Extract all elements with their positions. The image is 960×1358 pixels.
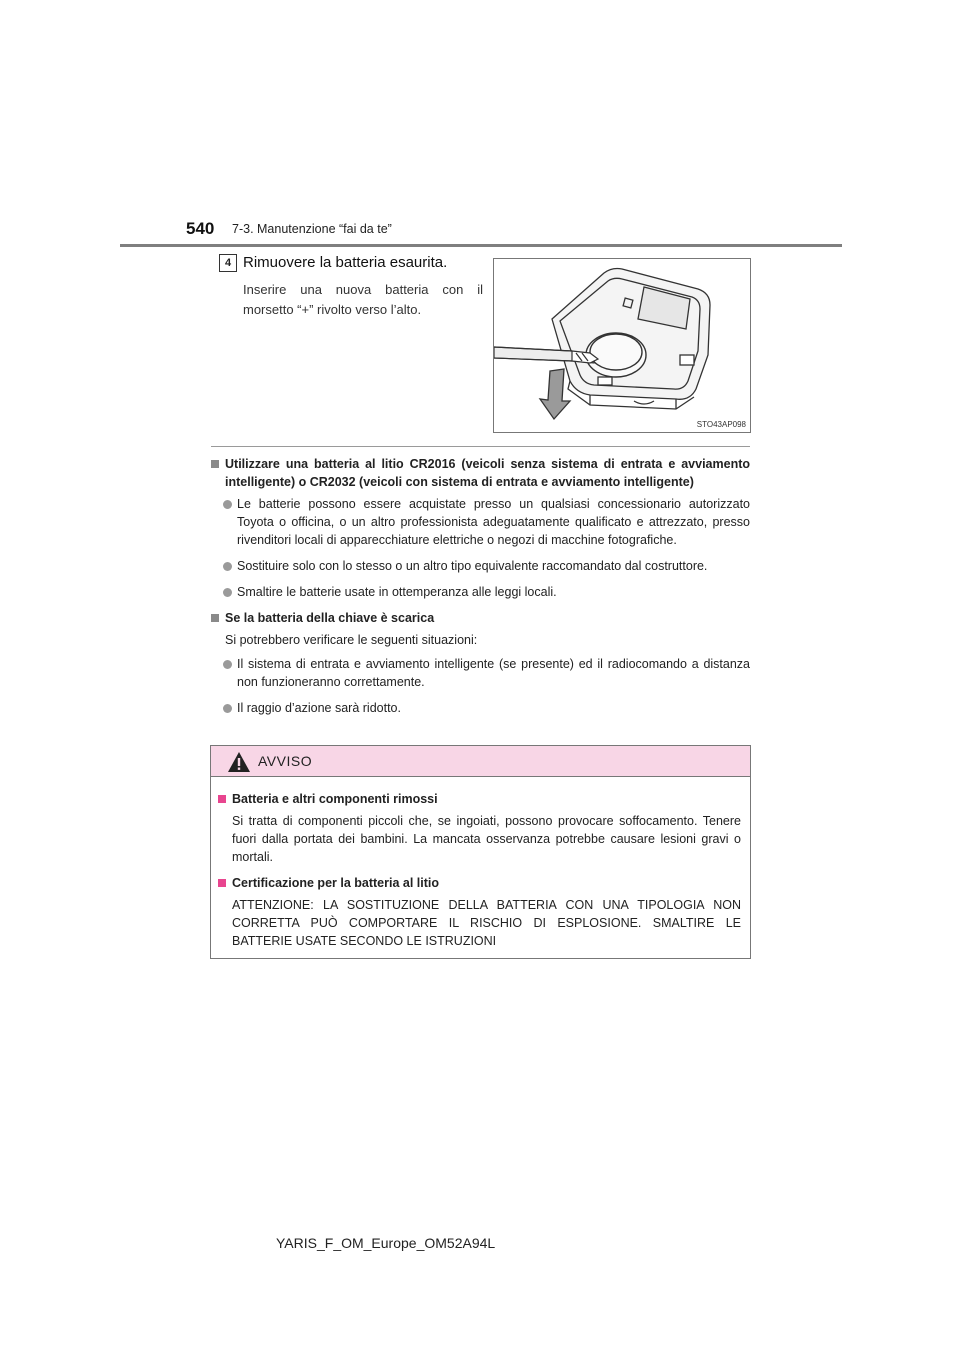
section-title: 7-3. Manutenzione “fai da te” [232,222,392,236]
note-heading-battery-type: Utilizzare una batteria al litio CR2016 (veicoli senza sistema di entrata e avviamento intelligente) o CR2032 (veicoli con sistema di entrata e avviamento intelligente) [211,455,750,491]
square-bullet-icon [218,795,226,803]
step-description: Inserire una nuova batteria con il morsetto “+” rivolto verso l’alto. [243,282,483,317]
warning-header [211,746,750,777]
section-divider [211,446,750,447]
warning-body [218,790,741,956]
header-rule [120,244,842,247]
list-item: Il sistema di entrata e avviamento intelligente (se presente) ed il radiocomando a distanza non funzioneranno correttamente. [211,655,750,691]
round-bullet-icon [223,562,232,571]
warning-text: ATTENZIONE: LA SOSTITUZIONE DELLA BATTERIA CON UNA TIPOLOGIA NON CORRETTA PUÒ COMPORTARE IL RISCHIO DI ESPLOSIONE. SMALTIRE LE BATTERIE USATE SECONDO LE ISTRUZIONI [232,898,741,948]
note-heading-discharged: Se la batteria della chiave è scarica [211,609,750,627]
round-bullet-icon [223,660,232,669]
page-number: 540 [186,219,215,238]
warning-box [210,745,751,959]
warning-title: AVVISO [258,753,313,769]
step-number-badge: 4 [219,254,237,272]
list-item: Il raggio d’azione sarà ridotto. [211,699,750,717]
list-item: Smaltire le batterie usate in ottemperanza alle leggi locali. [211,583,750,601]
list-item: Sostituire solo con lo stesso o un altro tipo equivalente raccomandato dal costruttore. [211,557,750,575]
notes-section [211,455,750,725]
note-intro: Si potrebbero verificare le seguenti situazioni: [225,633,478,647]
square-bullet-icon [211,460,219,468]
round-bullet-icon [223,500,232,509]
warning-text: Si tratta di componenti piccoli che, se ingoiati, possono provocare soffocamento. Tenere fuori dalla portata dei bambini. La mancata osservanza potrebbe causare lesioni gravi o mortali. [232,814,741,864]
step-title: Rimuovere la batteria esaurita. [243,254,448,271]
warning-triangle-icon [227,751,251,773]
square-bullet-icon [218,879,226,887]
round-bullet-icon [223,704,232,713]
list-item: Le batterie possono essere acquistate presso un qualsiasi concessionario autorizzato Toyota o officina, o un altro professionista adeguatamente qualificato e attrezzato, presso rivenditori locali di apparecchiature elettriche o negozi di macchine fotografiche. [211,495,750,549]
round-bullet-icon [223,588,232,597]
warning-heading-components: Batteria e altri componenti rimossi [218,790,741,808]
key-fob-drawing [494,259,750,432]
square-bullet-icon [211,614,219,622]
key-battery-illustration [493,258,751,433]
figure-code: STO43AP098 [696,420,746,429]
warning-heading-certification: Certificazione per la batteria al litio [218,874,741,892]
document-id: YARIS_F_OM_Europe_OM52A94L [276,1235,496,1251]
